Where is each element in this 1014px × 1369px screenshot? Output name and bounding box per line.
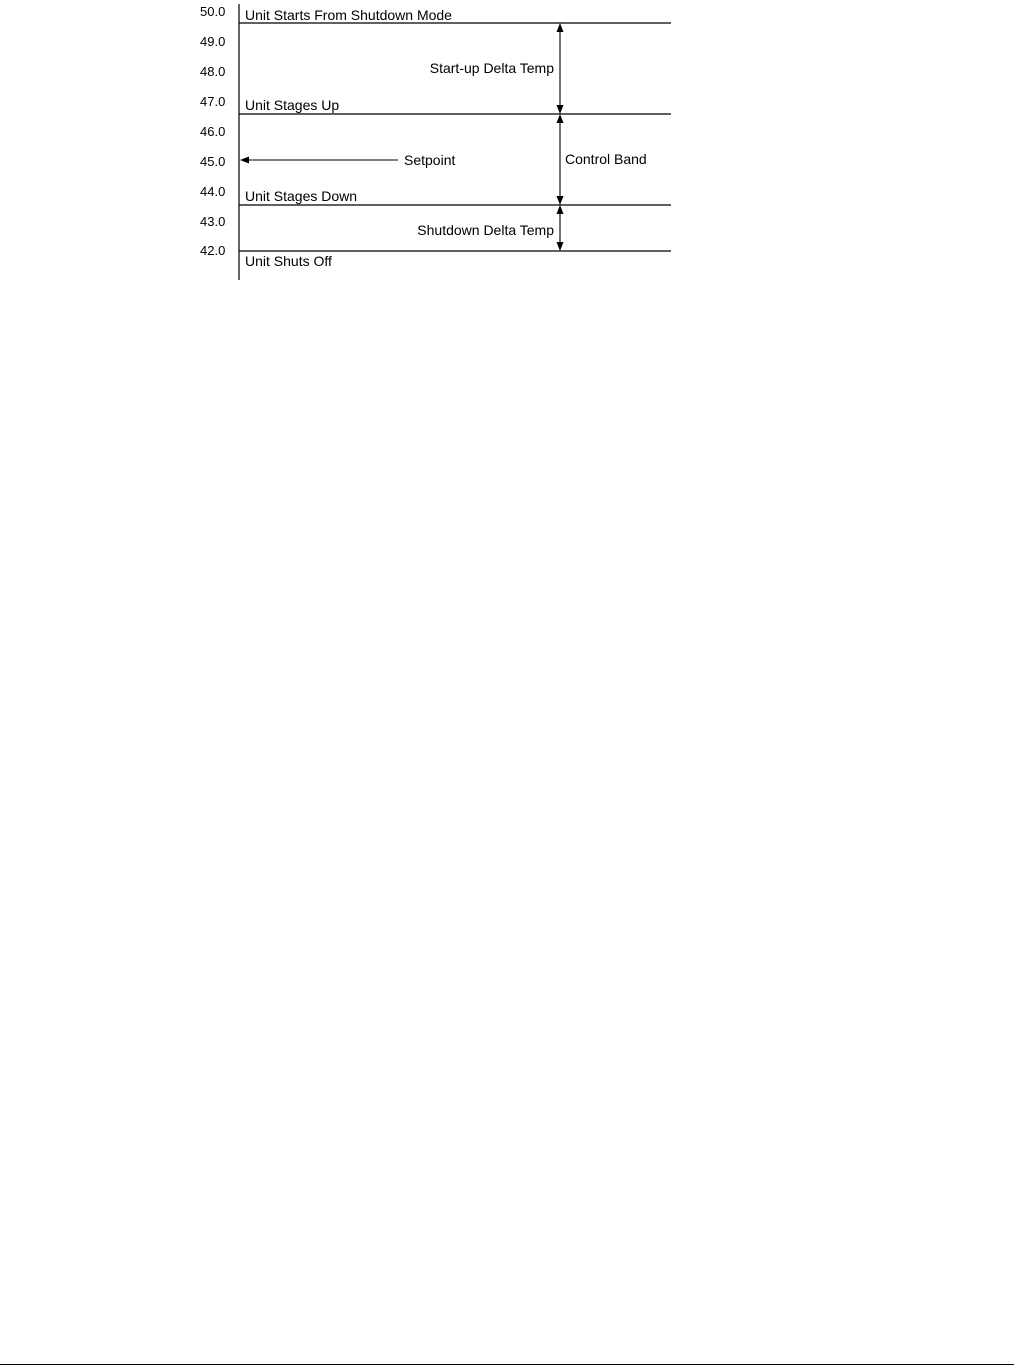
shutdown-delta-label: Shutdown Delta Temp	[417, 222, 554, 238]
tick-label-50: 50.0	[200, 4, 226, 19]
level-label-stage-down: Unit Stages Down	[245, 188, 358, 204]
control-band-arrowhead-bottom	[557, 196, 564, 205]
tick-label-47: 47.0	[200, 94, 226, 109]
tick-label-42: 42.0	[200, 243, 226, 258]
startup-delta-arrowhead-bottom	[557, 105, 564, 114]
page-bottom-rule	[0, 1364, 1014, 1365]
level-label-stage-up: Unit Stages Up	[245, 97, 340, 113]
tick-label-48: 48.0	[200, 64, 226, 79]
control-band-arrowhead-top	[557, 114, 564, 123]
level-label-shut-off: Unit Shuts Off	[245, 253, 332, 269]
tick-label-43: 43.0	[200, 214, 226, 229]
tick-label-49: 49.0	[200, 34, 226, 49]
tick-label-44: 44.0	[200, 184, 226, 199]
setpoint-arrowhead	[240, 157, 249, 164]
startup-delta-arrowhead-top	[557, 23, 564, 32]
shutdown-delta-arrowhead-top	[557, 205, 564, 214]
tick-label-45: 45.0	[200, 154, 226, 169]
tick-label-46: 46.0	[200, 124, 226, 139]
setpoint-label: Setpoint	[404, 152, 456, 168]
startup-delta-label: Start-up Delta Temp	[429, 60, 554, 76]
shutdown-delta-arrowhead-bottom	[557, 242, 564, 251]
level-label-start: Unit Starts From Shutdown Mode	[245, 7, 452, 23]
control-band-label: Control Band	[565, 151, 647, 167]
